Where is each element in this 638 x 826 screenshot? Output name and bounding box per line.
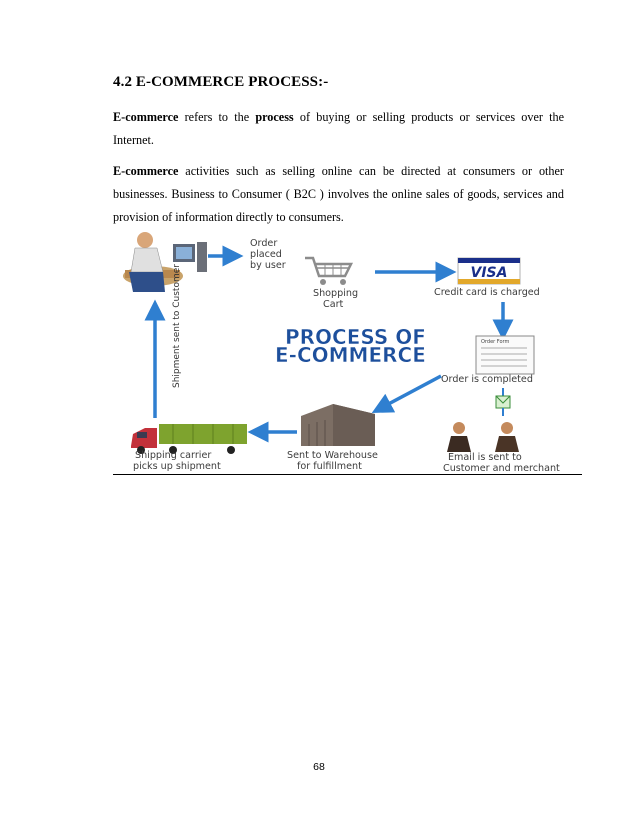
figure-title: PROCESS OF E-COMMERCE [275, 325, 426, 367]
term-ecommerce: E-commerce [113, 164, 179, 178]
paragraph-text: refers to the [178, 110, 256, 124]
label-shipping-carrier: Shipping carrier picks up shipment [133, 450, 221, 472]
email-icon [496, 388, 510, 416]
paragraph-text: activities such as selling online can be directed at consumers or other businesses. Business to Consumer ( B2C ) involves the online sales of goods, services and provision of information directly to consumers. [113, 164, 564, 224]
section-heading: 4.2 E-COMMERCE PROCESS:- [113, 74, 329, 90]
label-credit-card: Credit card is charged [434, 287, 540, 298]
shopping-cart-icon [305, 258, 351, 285]
order-form-icon [476, 336, 534, 374]
term-ecommerce: E-commerce [113, 110, 179, 124]
ecommerce-process-figure [113, 228, 583, 474]
paragraph-definition [113, 106, 564, 152]
term-process: process [255, 110, 294, 124]
user-computer-illustration [123, 232, 207, 292]
label-warehouse: Sent to Warehouse for fulfillment [287, 450, 378, 472]
page-number: 68 [313, 761, 325, 773]
paragraph-b2c [113, 160, 564, 229]
customer-merchant-illustration [447, 422, 519, 452]
figure-bottom-rule [113, 474, 582, 475]
visa-card-icon [458, 258, 520, 284]
label-shopping-cart: Shopping Cart [313, 288, 359, 310]
visa-text: VISA [470, 265, 508, 281]
label-order-completed: Order is completed [441, 374, 533, 385]
paragraph-text: of buying or selling products or services over the Internet. [113, 110, 564, 147]
label-order-placed: Order placed by user [250, 238, 286, 271]
warehouse-icon [301, 404, 375, 446]
label-email-sent: Email is sent to Customer and merchant [443, 452, 560, 474]
label-shipment-sent: Shipment sent to Customer [172, 264, 182, 388]
order-form-text: Order Form [481, 339, 510, 345]
